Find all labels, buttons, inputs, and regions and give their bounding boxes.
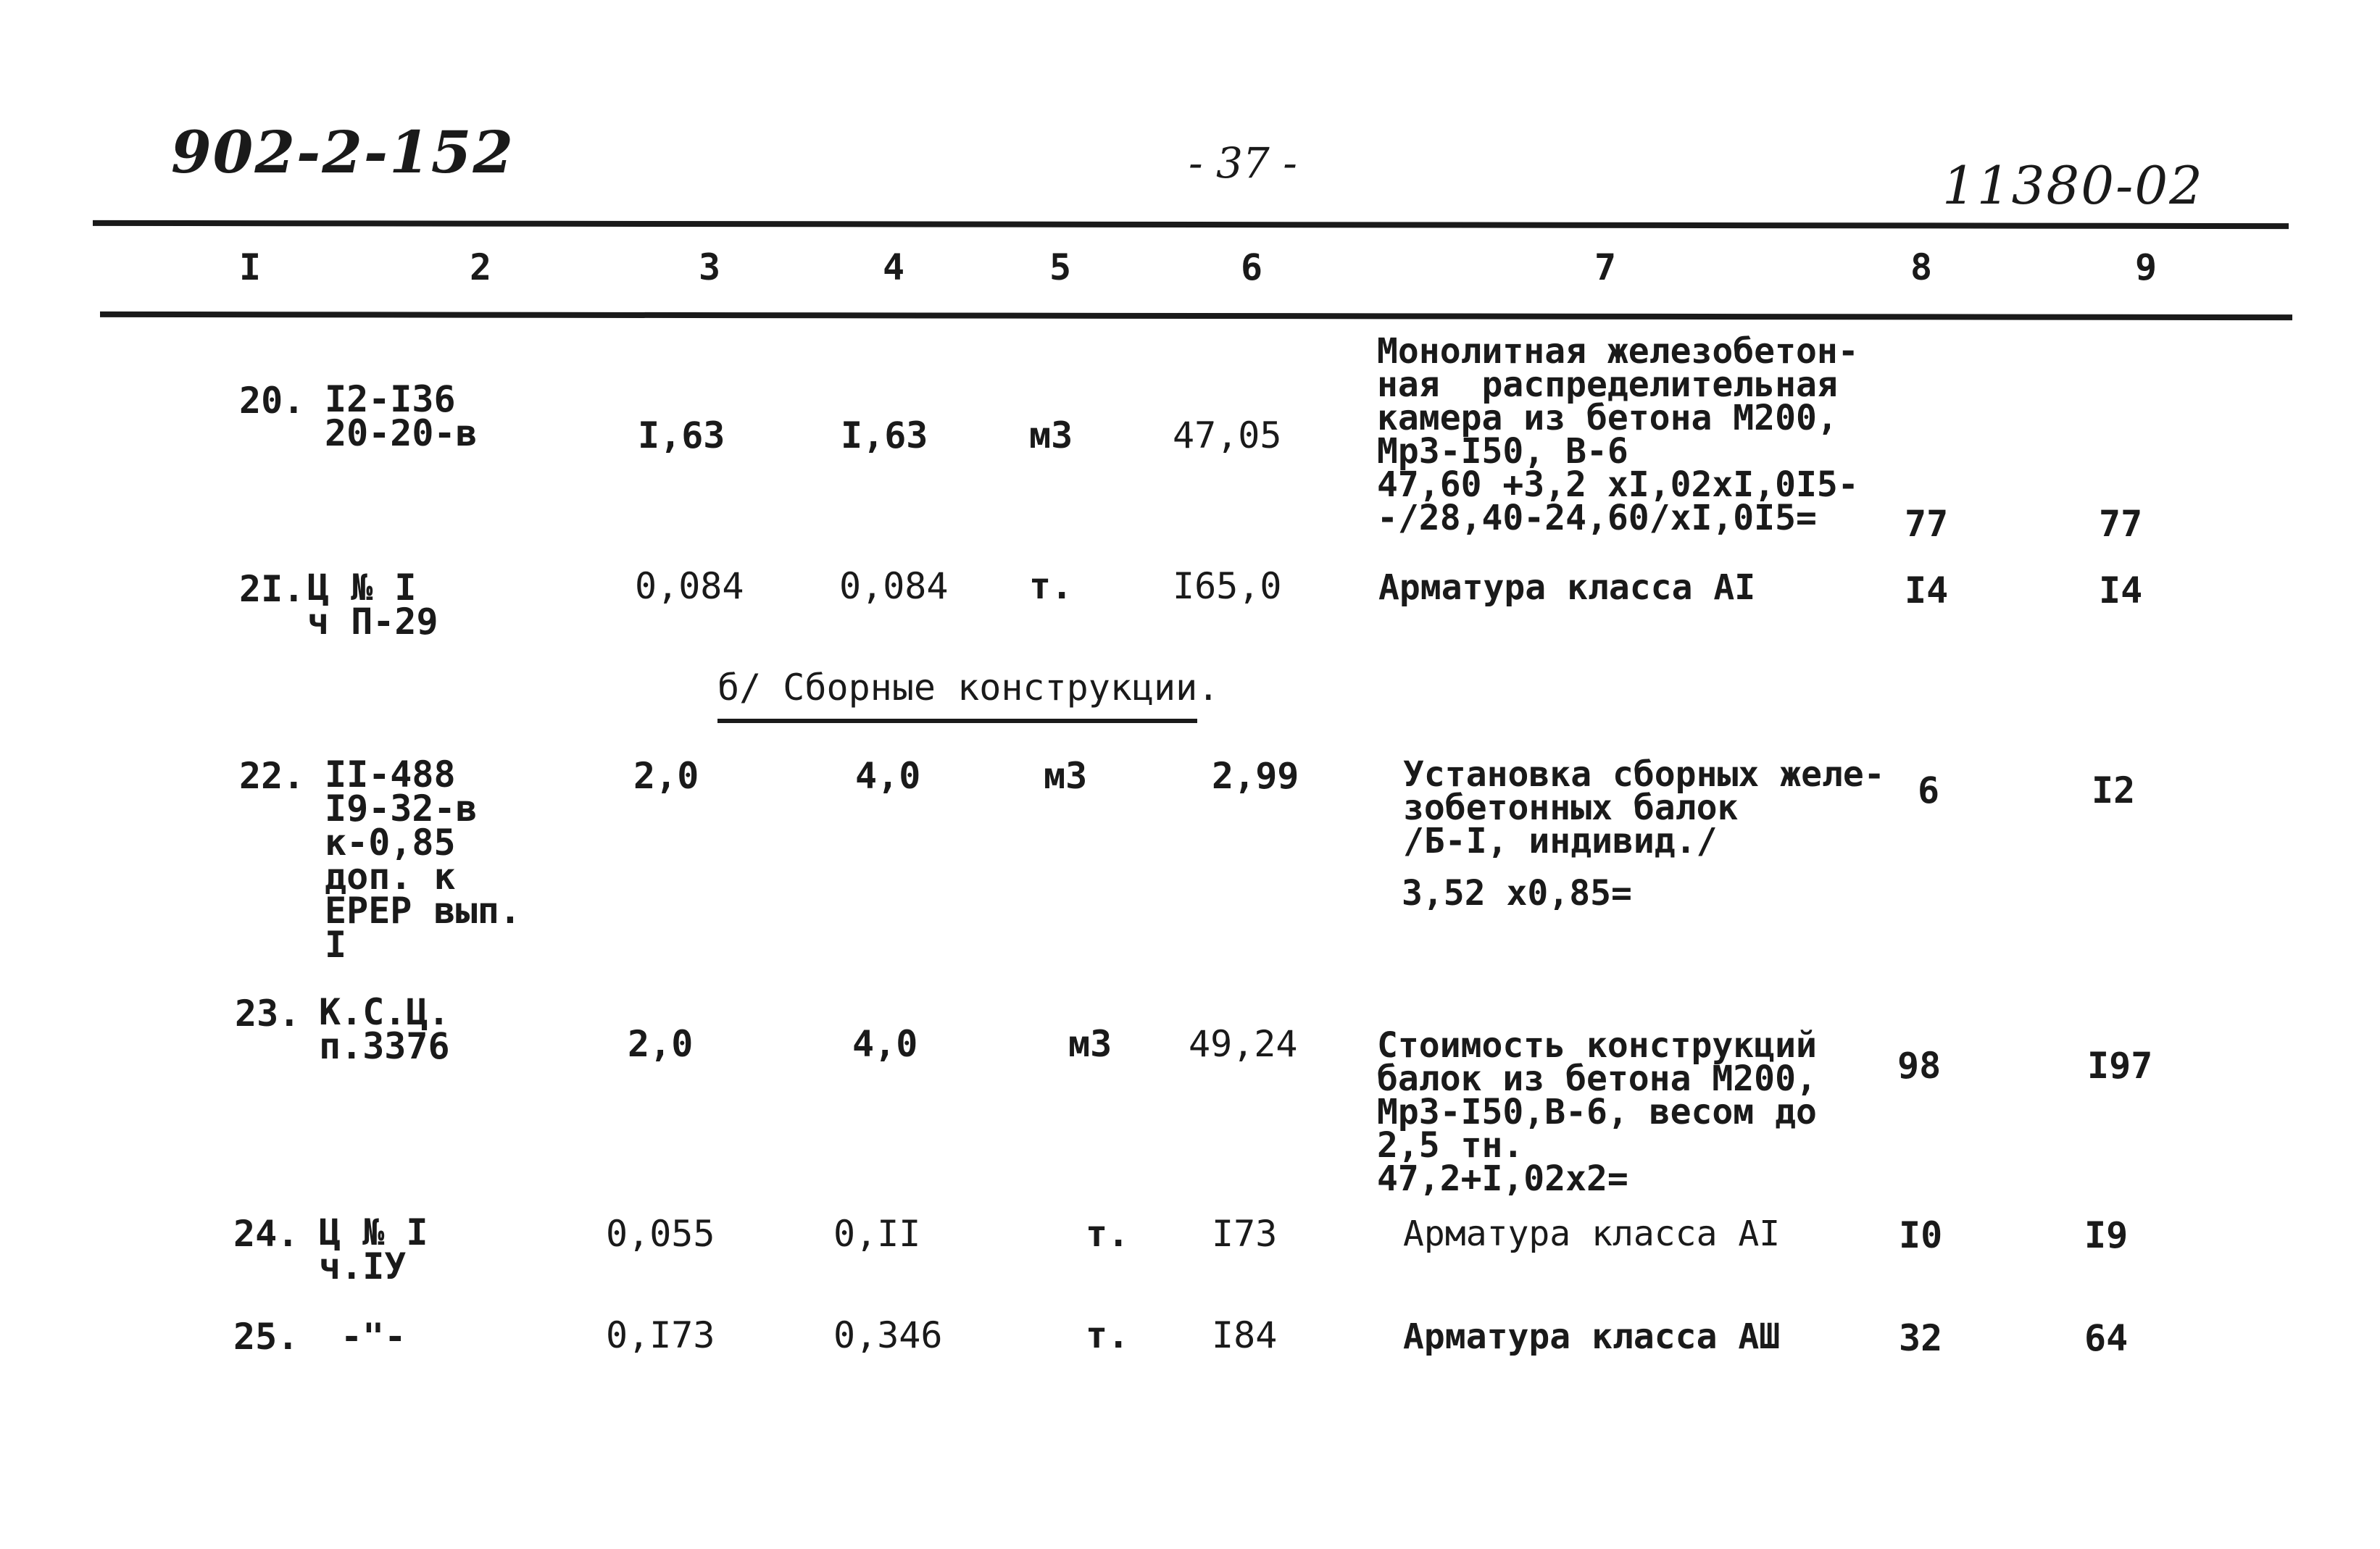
column-header-3: 3 bbox=[699, 246, 721, 288]
unit-price: 2,99 bbox=[1212, 755, 1299, 797]
rate-code: II-488 I9-32-в к-0,85 доп. к ЕРЕР вып. I bbox=[325, 753, 521, 966]
rate-code: -"- bbox=[341, 1316, 407, 1358]
work-description: Арматура класса АI bbox=[1378, 567, 1756, 608]
unit-price: I84 bbox=[1212, 1314, 1278, 1356]
column-header-4: 4 bbox=[883, 246, 905, 288]
quantity-total: I,63 bbox=[841, 414, 928, 456]
unit-price: 49,24 bbox=[1189, 1023, 1298, 1065]
rate-code: Ц № I ч П-29 bbox=[307, 567, 438, 643]
cost-total: I9 bbox=[2084, 1214, 2129, 1256]
cost-total: 64 bbox=[2084, 1317, 2129, 1359]
column-header-6: 6 bbox=[1241, 246, 1263, 288]
cost-total: 77 bbox=[2099, 503, 2143, 545]
column-header-5: 5 bbox=[1049, 246, 1072, 288]
cost-total: I97 bbox=[2087, 1045, 2153, 1087]
row-number: 20. bbox=[239, 380, 305, 422]
quantity-per-unit: 2,0 bbox=[633, 755, 699, 797]
quantity-total: 0,084 bbox=[839, 565, 949, 607]
column-header-8: 8 bbox=[1910, 246, 1933, 288]
cost-total: I2 bbox=[2092, 769, 2136, 811]
table-top-rule bbox=[93, 220, 2289, 229]
work-description: Монолитная железобетон- ная распределительная камера из бетона М200, МрЗ-I50, В-6 47,60 +3,2 хI,02хI,0I5- -/28,40-24,60/хI,0I5= bbox=[1377, 331, 1859, 539]
quantity-per-unit: I,63 bbox=[638, 414, 725, 456]
cost-per-unit: I4 bbox=[1905, 569, 1949, 611]
cost-per-unit: 77 bbox=[1905, 503, 1949, 545]
work-calculation: 3,52 х0,85= bbox=[1402, 873, 1632, 914]
section-title-underline bbox=[717, 719, 1197, 723]
unit: т. bbox=[1086, 1213, 1130, 1255]
work-description: Стоимость конструкций балок из бетона М200, МрЗ-I50,В-6, весом до 2,5 тн. 47,2+I,02х2= bbox=[1377, 1025, 1817, 1200]
cost-total: I4 bbox=[2099, 569, 2143, 611]
work-description: Арматура класса АШ bbox=[1403, 1316, 1781, 1357]
quantity-per-unit: 0,084 bbox=[635, 565, 744, 607]
quantity-per-unit: 2,0 bbox=[628, 1023, 694, 1065]
unit: т. bbox=[1029, 565, 1073, 607]
work-description: Арматура класса АI bbox=[1403, 1214, 1781, 1254]
row-number: 22. bbox=[239, 755, 305, 797]
document-number-handwritten: 11380-02 bbox=[1942, 155, 2204, 216]
column-header-1: I bbox=[239, 246, 262, 288]
cost-per-unit: 6 bbox=[1918, 769, 1940, 811]
rate-code: Ц № I ч.IУ bbox=[319, 1211, 428, 1287]
column-header-2: 2 bbox=[470, 246, 492, 288]
document-code-handwritten: 902-2-152 bbox=[171, 118, 515, 186]
row-number: 2I. bbox=[239, 568, 305, 610]
unit-price: 47,05 bbox=[1173, 414, 1282, 456]
row-number: 23. bbox=[235, 993, 301, 1035]
unit-price: I73 bbox=[1212, 1213, 1278, 1255]
unit: м3 bbox=[1068, 1023, 1112, 1065]
quantity-total: 4,0 bbox=[855, 755, 921, 797]
unit: м3 bbox=[1044, 755, 1088, 797]
column-header-7: 7 bbox=[1594, 246, 1617, 288]
cost-per-unit: 32 bbox=[1899, 1317, 1943, 1359]
unit-price: I65,0 bbox=[1173, 565, 1282, 607]
cost-per-unit: 98 bbox=[1897, 1045, 1942, 1087]
row-number: 24. bbox=[233, 1213, 299, 1255]
page-number: - 37 - bbox=[1189, 138, 1297, 188]
quantity-total: 0,346 bbox=[833, 1314, 943, 1356]
unit: т. bbox=[1086, 1314, 1130, 1356]
section-title-precast: б/ Сборные конструкции. bbox=[717, 667, 1220, 709]
quantity-per-unit: 0,I73 bbox=[606, 1314, 715, 1356]
quantity-total: 4,0 bbox=[852, 1023, 918, 1065]
row-number: 25. bbox=[233, 1316, 299, 1358]
rate-code: К.С.Ц. п.3376 bbox=[319, 991, 450, 1067]
unit: м3 bbox=[1029, 414, 1073, 456]
table-header-rule bbox=[100, 312, 2292, 320]
work-description: Установка сборных желе- зобетонных балок /Б-I, индивид./ bbox=[1403, 754, 1885, 862]
rate-code: I2-I36 20-20-в bbox=[325, 378, 478, 454]
quantity-total: 0,II bbox=[833, 1213, 921, 1255]
cost-per-unit: I0 bbox=[1899, 1214, 1943, 1256]
quantity-per-unit: 0,055 bbox=[606, 1213, 715, 1255]
column-header-9: 9 bbox=[2135, 246, 2158, 288]
